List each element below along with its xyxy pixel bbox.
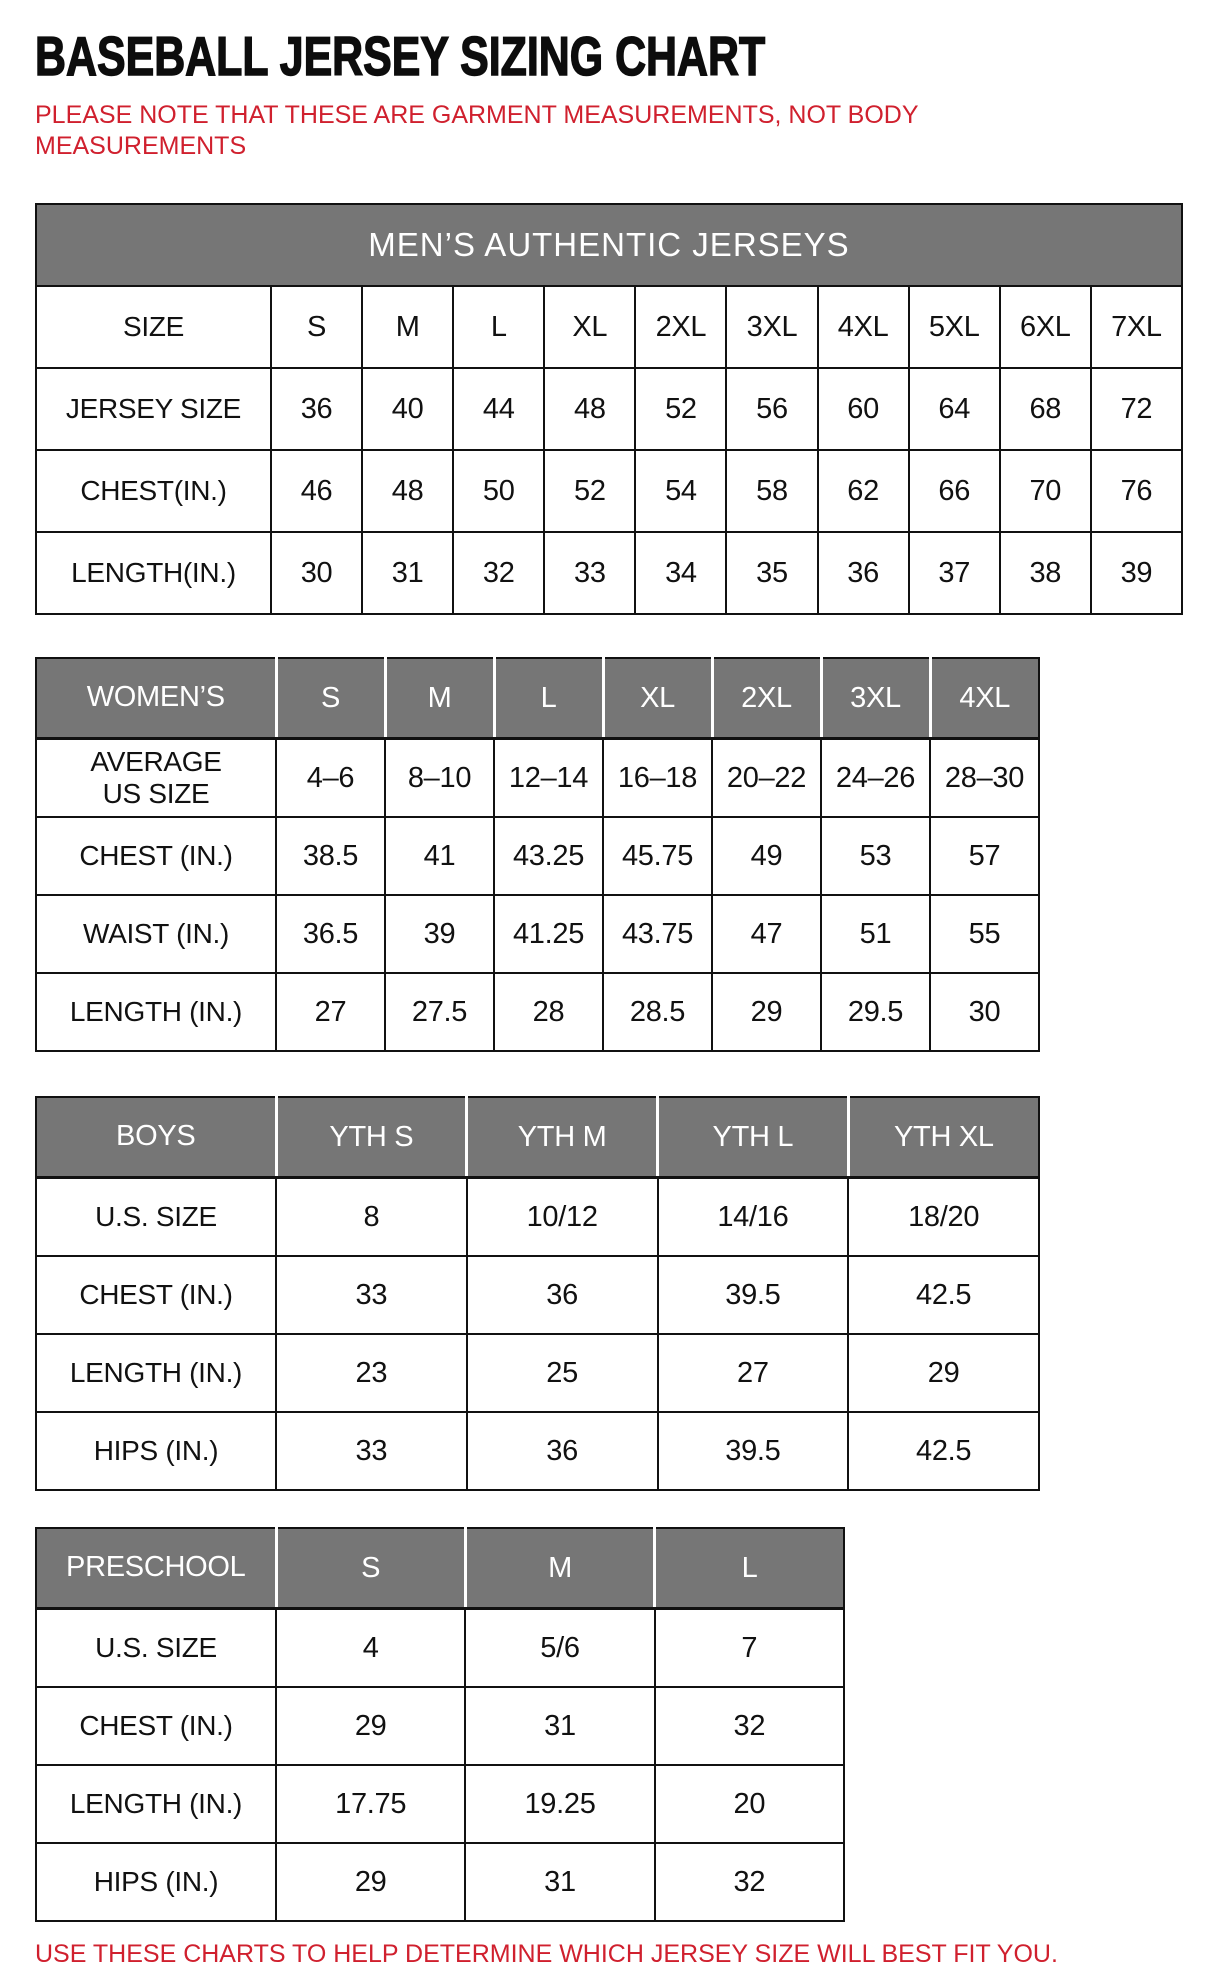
table-banner: MEN’S AUTHENTIC JERSEYS — [36, 204, 1182, 286]
measurement-cell: 54 — [635, 450, 726, 532]
measurement-cell: 8 — [276, 1178, 467, 1257]
measurement-cell: 36 — [818, 532, 909, 614]
measurement-cell: 34 — [635, 532, 726, 614]
header-label: SIZE — [36, 286, 271, 368]
column-header: YTH S — [276, 1097, 467, 1178]
measurement-cell: 60 — [818, 368, 909, 450]
table-row — [36, 1412, 1039, 1490]
measurement-cell: 41 — [385, 817, 494, 895]
measurement-cell: 58 — [726, 450, 817, 532]
boys-sizing-table — [35, 1096, 1040, 1491]
measurement-cell: 53 — [821, 817, 930, 895]
measurement-cell: 24–26 — [821, 739, 930, 818]
measurement-cell: 23 — [276, 1334, 467, 1412]
measurement-cell: 28 — [494, 973, 603, 1051]
measurement-cell: 52 — [544, 450, 635, 532]
measurement-cell: 5/6 — [465, 1609, 654, 1688]
measurement-cell: 27 — [276, 973, 385, 1051]
measurement-cell: 72 — [1091, 368, 1182, 450]
measurement-cell: 29 — [276, 1843, 465, 1921]
row-label: LENGTH (IN.) — [36, 1334, 276, 1412]
row-label: HIPS (IN.) — [36, 1412, 276, 1490]
measurement-cell: 32 — [655, 1843, 844, 1921]
measurement-cell: 36 — [467, 1256, 658, 1334]
measurement-cell: 48 — [544, 368, 635, 450]
measurement-cell: 31 — [465, 1843, 654, 1921]
table-row — [36, 450, 1182, 532]
measurement-cell: 28–30 — [930, 739, 1039, 818]
column-header: 3XL — [821, 658, 930, 739]
measurement-cell: 55 — [930, 895, 1039, 973]
row-label: WAIST (IN.) — [36, 895, 276, 973]
measurement-cell: 52 — [635, 368, 726, 450]
measurement-cell: 29.5 — [821, 973, 930, 1051]
row-label: CHEST (IN.) — [36, 1256, 276, 1334]
row-label: HIPS (IN.) — [36, 1843, 276, 1921]
table-row — [36, 895, 1039, 973]
column-header: 7XL — [1091, 286, 1182, 368]
preschool-sizing-table — [35, 1527, 845, 1922]
measurement-cell: 12–14 — [494, 739, 603, 818]
measurement-cell: 36 — [271, 368, 362, 450]
measurement-cell: 35 — [726, 532, 817, 614]
column-header: 5XL — [909, 286, 1000, 368]
row-label: JERSEY SIZE — [36, 368, 271, 450]
column-header: L — [494, 658, 603, 739]
row-label: CHEST(IN.) — [36, 450, 271, 532]
garment-measurement-note: PLEASE NOTE THAT THESE ARE GARMENT MEASUREMENTS, NOT BODY MEASUREMENTS — [35, 101, 919, 160]
measurement-cell: 25 — [467, 1334, 658, 1412]
measurement-cell: 27.5 — [385, 973, 494, 1051]
table-row — [36, 973, 1039, 1051]
row-label: LENGTH (IN.) — [36, 1765, 276, 1843]
measurement-cell: 29 — [848, 1334, 1039, 1412]
measurement-cell: 70 — [1000, 450, 1091, 532]
fit-advice-note: USE THESE CHARTS TO HELP DETERMINE WHICH JERSEY SIZE WILL BEST FIT YOU. — [35, 1940, 1058, 1968]
measurement-cell: 56 — [726, 368, 817, 450]
measurement-cell: 37 — [909, 532, 1000, 614]
column-header: YTH M — [467, 1097, 658, 1178]
measurement-cell: 16–18 — [603, 739, 712, 818]
measurement-cell: 27 — [658, 1334, 849, 1412]
table-row — [36, 1765, 844, 1843]
measurement-cell: 18/20 — [848, 1178, 1039, 1257]
measurement-cell: 36.5 — [276, 895, 385, 973]
measurement-cell: 50 — [453, 450, 544, 532]
column-header: S — [276, 1528, 465, 1609]
measurement-cell: 66 — [909, 450, 1000, 532]
measurement-cell: 57 — [930, 817, 1039, 895]
measurement-cell: 19.25 — [465, 1765, 654, 1843]
row-label: LENGTH(IN.) — [36, 532, 271, 614]
table-row — [36, 1334, 1039, 1412]
measurement-cell: 39 — [1091, 532, 1182, 614]
measurement-cell: 51 — [821, 895, 930, 973]
measurement-cell: 32 — [453, 532, 544, 614]
row-label: CHEST (IN.) — [36, 817, 276, 895]
column-header: XL — [544, 286, 635, 368]
table-row — [36, 1256, 1039, 1334]
measurement-cell: 42.5 — [848, 1256, 1039, 1334]
measurement-cell: 68 — [1000, 368, 1091, 450]
measurement-cell: 48 — [362, 450, 453, 532]
measurement-cell: 7 — [655, 1609, 844, 1688]
table-row — [36, 817, 1039, 895]
row-label: LENGTH (IN.) — [36, 973, 276, 1051]
measurement-cell: 10/12 — [467, 1178, 658, 1257]
measurement-cell: 46 — [271, 450, 362, 532]
measurement-cell: 39.5 — [658, 1412, 849, 1490]
column-header: S — [276, 658, 385, 739]
womens-sizing-table — [35, 657, 1040, 1052]
header-label: WOMEN’S — [36, 658, 276, 739]
measurement-cell: 62 — [818, 450, 909, 532]
column-header: M — [362, 286, 453, 368]
measurement-cell: 4 — [276, 1609, 465, 1688]
measurement-cell: 31 — [362, 532, 453, 614]
measurement-cell: 39 — [385, 895, 494, 973]
measurement-cell: 20 — [655, 1765, 844, 1843]
row-label: U.S. SIZE — [36, 1609, 276, 1688]
table-row — [36, 739, 1039, 818]
table-row — [36, 1687, 844, 1765]
measurement-cell: 33 — [276, 1256, 467, 1334]
column-header: L — [655, 1528, 844, 1609]
table-row — [36, 1178, 1039, 1257]
measurement-cell: 17.75 — [276, 1765, 465, 1843]
table-row — [36, 1609, 844, 1688]
measurement-cell: 30 — [930, 973, 1039, 1051]
measurement-cell: 64 — [909, 368, 1000, 450]
measurement-cell: 32 — [655, 1687, 844, 1765]
measurement-cell: 36 — [467, 1412, 658, 1490]
row-label: AVERAGE US SIZE — [36, 739, 276, 818]
measurement-cell: 45.75 — [603, 817, 712, 895]
column-header: M — [385, 658, 494, 739]
measurement-cell: 33 — [544, 532, 635, 614]
measurement-cell: 43.75 — [603, 895, 712, 973]
measurement-cell: 29 — [276, 1687, 465, 1765]
measurement-cell: 47 — [712, 895, 821, 973]
table-row — [36, 1843, 844, 1921]
measurement-cell: 76 — [1091, 450, 1182, 532]
measurement-cell: 41.25 — [494, 895, 603, 973]
column-header: 2XL — [712, 658, 821, 739]
measurement-cell: 14/16 — [658, 1178, 849, 1257]
table-row — [36, 368, 1182, 450]
column-header: YTH L — [658, 1097, 849, 1178]
measurement-cell: 38 — [1000, 532, 1091, 614]
column-header: S — [271, 286, 362, 368]
measurement-cell: 30 — [271, 532, 362, 614]
header-label: BOYS — [36, 1097, 276, 1178]
measurement-cell: 42.5 — [848, 1412, 1039, 1490]
measurement-cell: 31 — [465, 1687, 654, 1765]
header-label: PRESCHOOL — [36, 1528, 276, 1609]
measurement-cell: 28.5 — [603, 973, 712, 1051]
column-header: 4XL — [930, 658, 1039, 739]
row-label: U.S. SIZE — [36, 1178, 276, 1257]
measurement-cell: 43.25 — [494, 817, 603, 895]
column-header: XL — [603, 658, 712, 739]
column-header: L — [453, 286, 544, 368]
measurement-cell: 8–10 — [385, 739, 494, 818]
measurement-cell: 20–22 — [712, 739, 821, 818]
measurement-cell: 44 — [453, 368, 544, 450]
measurement-cell: 4–6 — [276, 739, 385, 818]
mens-sizing-table — [35, 203, 1183, 615]
column-header: 2XL — [635, 286, 726, 368]
measurement-cell: 29 — [712, 973, 821, 1051]
measurement-cell: 49 — [712, 817, 821, 895]
measurement-cell: 33 — [276, 1412, 467, 1490]
measurement-cell: 39.5 — [658, 1256, 849, 1334]
measurement-cell: 40 — [362, 368, 453, 450]
column-header: M — [465, 1528, 654, 1609]
measurement-cell: 38.5 — [276, 817, 385, 895]
row-label: CHEST (IN.) — [36, 1687, 276, 1765]
page-title: BASEBALL JERSEY SIZING CHART — [35, 25, 766, 87]
column-header: 3XL — [726, 286, 817, 368]
table-row — [36, 532, 1182, 614]
column-header: YTH XL — [848, 1097, 1039, 1178]
column-header: 6XL — [1000, 286, 1091, 368]
column-header: 4XL — [818, 286, 909, 368]
